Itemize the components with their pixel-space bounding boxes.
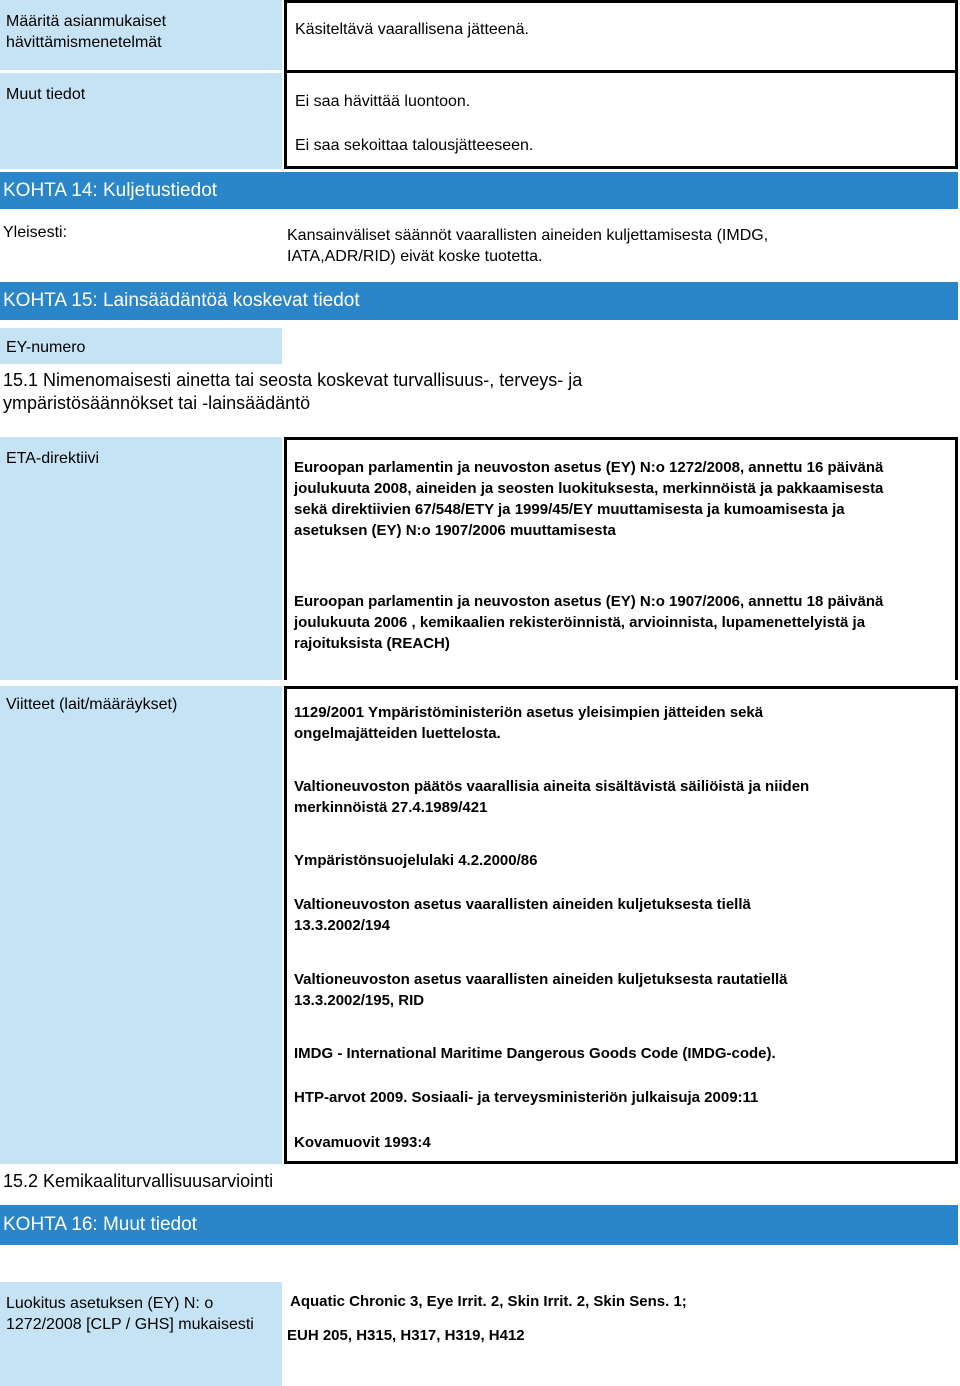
disposal-label: Määritä asianmukaiset hävittämismenetelmät bbox=[0, 0, 282, 70]
reference-item: 1129/2001 Ympäristöministeriön asetus yleisimpien jätteiden sekä ongelmajätteiden luettelosta. bbox=[294, 704, 764, 742]
reference-item: IMDG - International Maritime Dangerous Goods Code (IMDG-code). bbox=[294, 1045, 776, 1062]
classification-line-1: Aquatic Chronic 3, Eye Irrit. 2, Skin Irrit. 2, Skin Sens. 1; bbox=[290, 1293, 687, 1310]
other-info-line-2: Ei saa sekoittaa talousjätteeseen. bbox=[295, 137, 534, 154]
references-box bbox=[284, 686, 958, 1164]
eta-directive-label: ETA-direktiivi bbox=[0, 437, 282, 680]
disposal-box bbox=[284, 0, 958, 73]
eta-paragraph-2: Euroopan parlamentin ja neuvoston asetus (EY) N:o 1907/2006, annettu 18 päivänä joulukuuta 2006 , kemikaalien rekisteröinnistä, arvioinnista, lupamenettelyistä ja rajoituksista (REACH) bbox=[294, 593, 884, 652]
other-info-label: Muut tiedot bbox=[0, 73, 282, 169]
section-15-header: KOHTA 15: Lainsäädäntöä koskevat tiedot bbox=[0, 282, 958, 320]
reference-item: HTP-arvot 2009. Sosiaali- ja terveysministeriön julkaisuja 2009:11 bbox=[294, 1089, 759, 1106]
reference-item: Valtioneuvoston asetus vaarallisten aineiden kuljetuksesta tiellä 13.3.2002/194 bbox=[294, 896, 751, 934]
reference-item: Valtioneuvoston päätös vaarallisia aineita sisältävistä säiliöistä ja niiden merkinnöistä 27.4.1989/421 bbox=[294, 778, 810, 816]
ec-number-label: EY-numero bbox=[0, 328, 282, 364]
references-label: Viitteet (lait/määräykset) bbox=[0, 686, 282, 1164]
section-14-header: KOHTA 14: Kuljetustiedot bbox=[0, 172, 958, 209]
eta-paragraph-1: Euroopan parlamentin ja neuvoston asetus (EY) N:o 1272/2008, annettu 16 päivänä joulukuuta 2008, aineiden ja seosten luokituksesta, merkinnöistä ja pakkaamisesta sekä direktiivien 67/548/ETY ja 1999/45/EY muuttamisesta ja kumoamisesta ja asetuksen (EY) N:o 1907/2006 muuttamisesta bbox=[294, 459, 884, 539]
reference-item: Kovamuovit 1993:4 bbox=[294, 1134, 431, 1151]
classification-box bbox=[284, 1282, 958, 1386]
classification-label: Luokitus asetuksen (EY) N: o 1272/2008 [CLP / GHS] mukaisesti bbox=[0, 1282, 282, 1386]
subsection-15-1-heading: 15.1 Nimenomaisesti ainetta tai seosta koskevat turvallisuus-, terveys- ja ympäristösäännökset tai -lainsäädäntö bbox=[3, 370, 583, 413]
other-info-box bbox=[284, 70, 958, 169]
transport-general-label: Yleisesti: bbox=[3, 224, 68, 241]
section-16-header: KOHTA 16: Muut tiedot bbox=[0, 1205, 958, 1245]
reference-item: Ympäristönsuojelulaki 4.2.2000/86 bbox=[294, 852, 538, 869]
other-info-line-1: Ei saa hävittää luontoon. bbox=[295, 93, 471, 110]
classification-line-2: EUH 205, H315, H317, H319, H412 bbox=[287, 1327, 525, 1344]
eta-directive-box bbox=[284, 437, 958, 680]
transport-general-text: Kansainväliset säännöt vaarallisten aineiden kuljettamisesta (IMDG, IATA,ADR/RID) eivät koske tuotetta. bbox=[287, 227, 769, 265]
subsection-15-2-heading: 15.2 Kemikaaliturvallisuusarviointi bbox=[3, 1171, 274, 1191]
reference-item: Valtioneuvoston asetus vaarallisten aineiden kuljetuksesta rautatiellä 13.3.2002/195, RID bbox=[294, 971, 788, 1009]
disposal-value: Käsiteltävä vaarallisena jätteenä. bbox=[295, 21, 529, 38]
